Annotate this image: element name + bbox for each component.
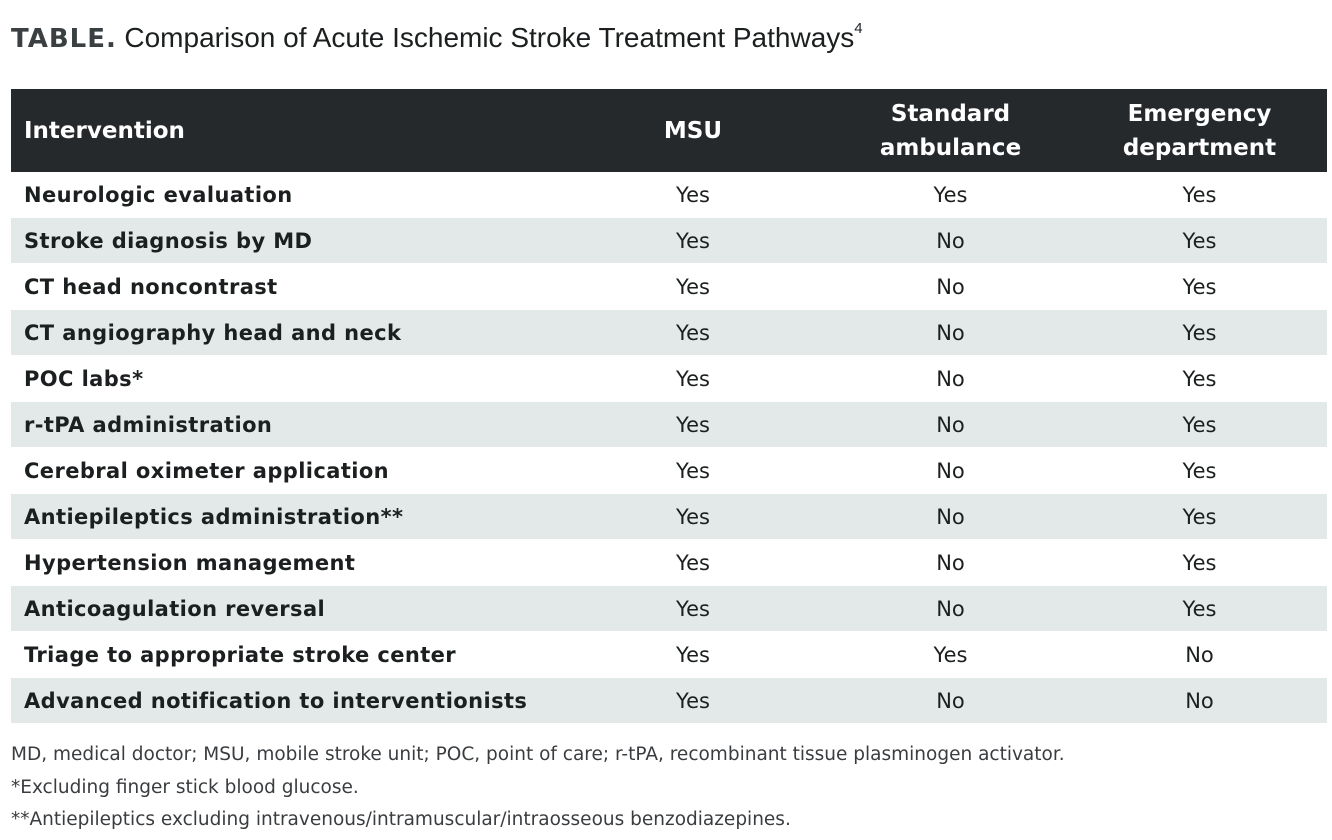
cell-emergency-department: Yes [1072,494,1327,540]
cell-intervention: Antiepileptics administration** [11,494,557,540]
cell-standard-ambulance: No [829,448,1072,494]
reference-superscript: 4 [854,20,863,37]
header-standard-ambulance-line2: ambulance [879,134,1022,161]
header-standard-ambulance [829,89,1072,172]
cell-emergency-department: Yes [1072,586,1327,632]
table-row [11,264,1327,310]
table-row [11,678,1327,724]
cell-intervention: r-tPA administration [11,402,557,448]
cell-standard-ambulance: No [829,540,1072,586]
cell-intervention: CT angiography head and neck [11,310,557,356]
table-body [11,172,1327,724]
table-row [11,172,1327,218]
cell-intervention: Anticoagulation reversal [11,586,557,632]
cell-emergency-department: Yes [1072,172,1327,218]
cell-emergency-department: Yes [1072,310,1327,356]
cell-intervention: Hypertension management [11,540,557,586]
cell-intervention: Stroke diagnosis by MD [11,218,557,264]
comparison-table [11,89,1327,724]
header-msu: MSU [557,89,829,172]
cell-msu: Yes [557,402,829,448]
cell-intervention: POC labs* [11,356,557,402]
cell-emergency-department: Yes [1072,448,1327,494]
cell-intervention: Cerebral oximeter application [11,448,557,494]
cell-msu: Yes [557,540,829,586]
header-emergency-department-line2: department [1122,134,1277,161]
footnote-abbreviations: MD, medical doctor; MSU, mobile stroke unit; POC, point of care; r-tPA, recombinant tissue plasminogen activator. [11,744,1065,765]
cell-intervention: Neurologic evaluation [11,172,557,218]
footnote-single-asterisk: *Excluding finger stick blood glucose. [11,776,359,798]
cell-msu: Yes [557,448,829,494]
table-row [11,540,1327,586]
cell-msu: Yes [557,172,829,218]
cell-emergency-department: No [1072,678,1327,724]
table-row [11,310,1327,356]
table-row [11,218,1327,264]
cell-emergency-department: No [1072,632,1327,678]
cell-standard-ambulance: No [829,310,1072,356]
cell-msu: Yes [557,218,829,264]
cell-standard-ambulance: No [829,264,1072,310]
cell-msu: Yes [557,310,829,356]
cell-standard-ambulance: No [829,494,1072,540]
header-intervention: Intervention [11,89,557,172]
cell-emergency-department: Yes [1072,540,1327,586]
cell-msu: Yes [557,632,829,678]
table-row [11,586,1327,632]
cell-intervention: Triage to appropriate stroke center [11,632,557,678]
cell-msu: Yes [557,264,829,310]
cell-standard-ambulance: No [829,218,1072,264]
cell-standard-ambulance: No [829,402,1072,448]
cell-standard-ambulance: No [829,678,1072,724]
header-row [11,89,1327,172]
footnote-double-asterisk: **Antiepileptics excluding intravenous/intramuscular/intraosseous benzodiazepines. [11,809,791,830]
cell-emergency-department: Yes [1072,356,1327,402]
table-row [11,402,1327,448]
cell-msu: Yes [557,678,829,724]
cell-standard-ambulance: No [829,356,1072,402]
cell-intervention: Advanced notification to interventionists [11,678,557,724]
table-row [11,448,1327,494]
table-footnotes [11,739,1065,837]
table-header [11,89,1327,172]
table-label: TABLE. [11,24,117,54]
cell-emergency-department: Yes [1072,402,1327,448]
cell-msu: Yes [557,586,829,632]
cell-msu: Yes [557,494,829,540]
table-row [11,494,1327,540]
cell-intervention: CT head noncontrast [11,264,557,310]
cell-msu: Yes [557,356,829,402]
cell-standard-ambulance: No [829,586,1072,632]
cell-emergency-department: Yes [1072,218,1327,264]
header-emergency-department [1072,89,1327,172]
cell-emergency-department: Yes [1072,264,1327,310]
cell-standard-ambulance: Yes [829,172,1072,218]
table-title-text: Comparison of Acute Ischemic Stroke Treatment Pathways [124,22,855,53]
header-standard-ambulance-line1: Standard [890,100,1011,127]
table-row [11,632,1327,678]
cell-standard-ambulance: Yes [829,632,1072,678]
table-title [11,18,863,59]
table-row [11,356,1327,402]
header-emergency-department-line1: Emergency [1127,100,1272,127]
